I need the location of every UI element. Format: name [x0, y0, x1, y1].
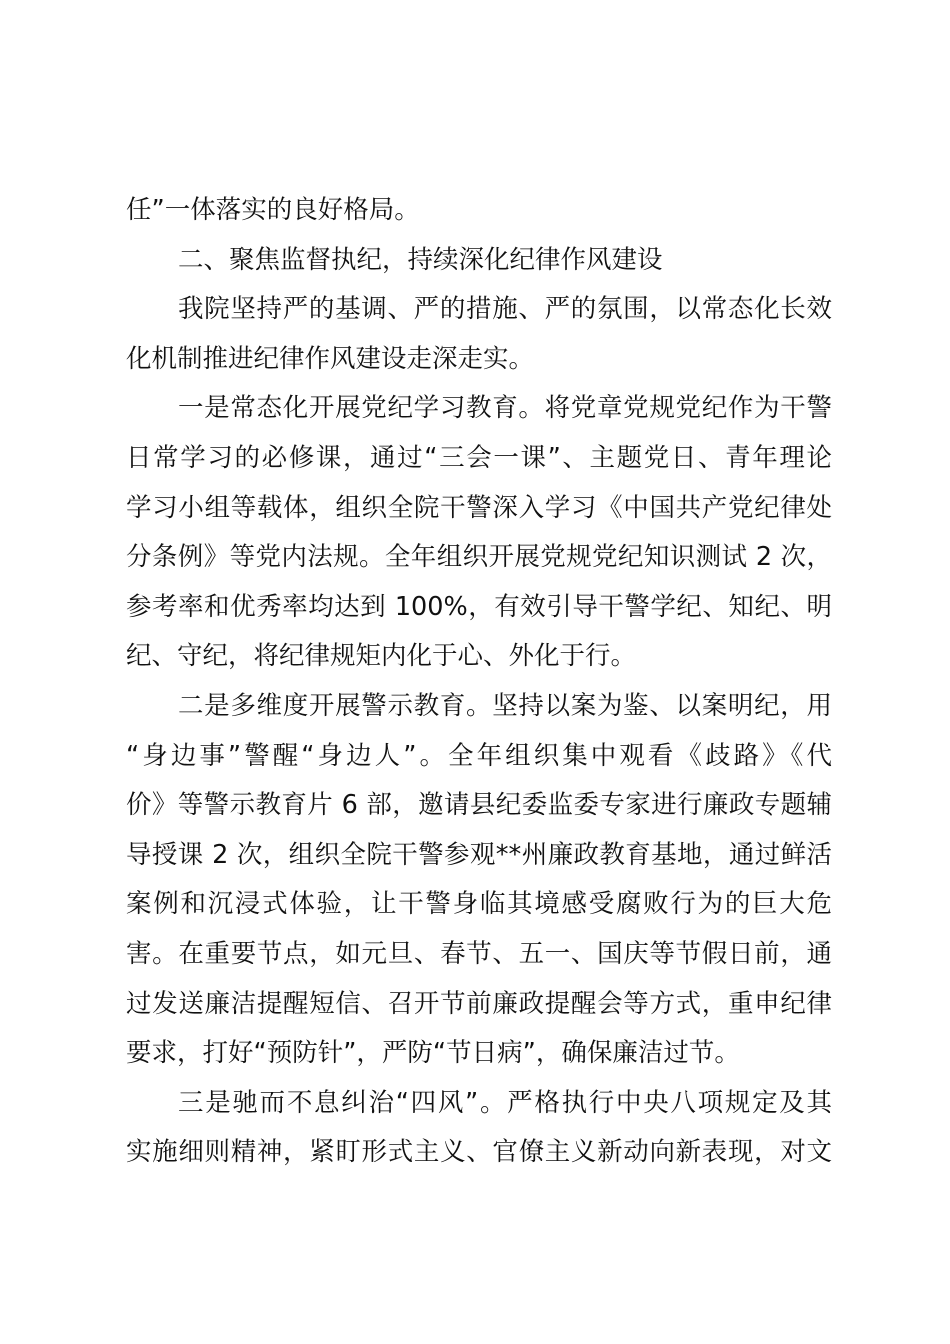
section-heading: 二、聚焦监督执纪，持续深化纪律作风建设 [178, 244, 663, 275]
text-line: 我院坚持严的基调、严的措施、严的氛围，以常态化长效 [178, 294, 832, 325]
document-page [126, 186, 832, 1178]
text-line: 一是常态化开展党纪学习教育。将党章党规党纪作为干警 [178, 393, 832, 424]
text-line: 学习小组等载体，组织全院干警深入学习《中国共产党纪律处 [126, 492, 832, 523]
text-line: 二是多维度开展警示教育。坚持以案为鉴、以案明纪，用 [178, 690, 832, 721]
text-line: 三是驰而不息纠治“四风”。严格执行中央八项规定及其 [178, 1087, 832, 1118]
text-line: 害。在重要节点，如元旦、春节、五一、国庆等节假日前，通 [126, 938, 832, 969]
text-line: 纪、守纪，将纪律规矩内化于心、外化于行。 [126, 641, 637, 672]
text-line: 导授课 2 次，组织全院干警参观**州廉政教育基地，通过鲜活 [126, 839, 832, 870]
text-line: 日常学习的必修课，通过“三会一课”、主题党日、青年理论 [126, 442, 832, 473]
text-line: 分条例》等党内法规。全年组织开展党规党纪知识测试 2 次， [126, 542, 832, 573]
text-line: 过发送廉洁提醒短信、召开节前廉政提醒会等方式，重申纪律 [126, 988, 832, 1019]
text-line: 价》等警示教育片 6 部，邀请县纪委监委专家进行廉政专题辅 [126, 790, 832, 821]
text-line: 参考率和优秀率均达到 100%，有效引导干警学纪、知纪、明 [126, 591, 832, 622]
text-line: 化机制推进纪律作风建设走深走实。 [126, 343, 535, 374]
text-line: 案例和沉浸式体验，让干警身临其境感受腐败行为的巨大危 [126, 889, 832, 920]
text-line: 实施细则精神，紧盯形式主义、官僚主义新动向新表现，对文 [126, 1137, 832, 1168]
text-line: “身边事”警醒“身边人”。全年组织集中观看《歧路》《代 [126, 740, 832, 771]
text-line: 要求，打好“预防针”，严防“节日病”，确保廉洁过节。 [126, 1038, 740, 1069]
text-line: 任”一体落实的良好格局。 [126, 195, 420, 225]
